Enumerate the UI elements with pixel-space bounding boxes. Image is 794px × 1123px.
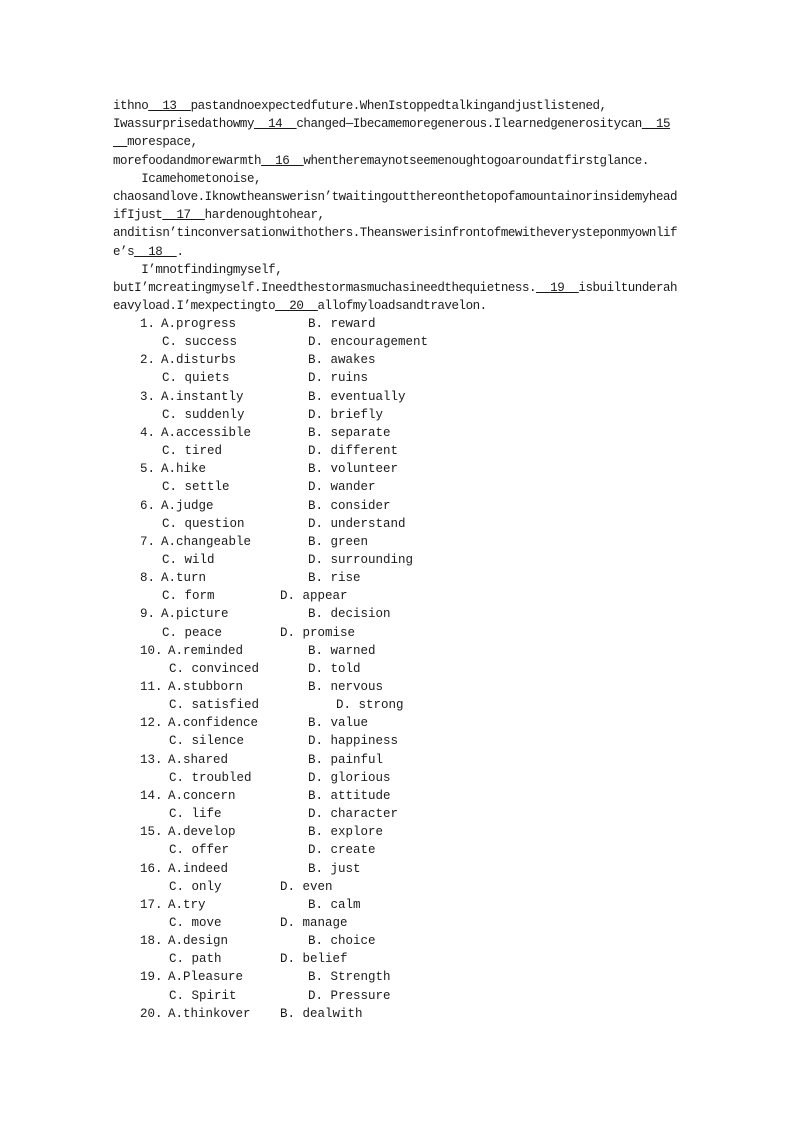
- passage-line: [113, 152, 679, 170]
- option-a[interactable]: A.indeed: [168, 861, 229, 876]
- option-d[interactable]: D. ruins: [308, 371, 369, 386]
- passage-text: pastandnoexpectedfuture.WhenIstoppedtalkingandjustlistened,: [190, 99, 607, 113]
- option-a[interactable]: A.disturbs: [161, 353, 237, 368]
- option-b[interactable]: B. decision: [308, 607, 391, 622]
- question-number: 13.: [140, 752, 163, 767]
- option-d[interactable]: D. told: [308, 661, 361, 676]
- option-d[interactable]: D. manage: [280, 915, 348, 930]
- passage-text: Iwassurprisedathowmy: [113, 117, 255, 132]
- passage-text: isbuiltunderah: [578, 281, 678, 296]
- option-a[interactable]: A.changeable: [161, 534, 252, 549]
- question-number: 1.: [140, 317, 156, 331]
- option-b[interactable]: B. painful: [308, 752, 384, 767]
- option-a[interactable]: A.turn: [161, 571, 207, 586]
- blank-marker: __20__: [275, 299, 318, 314]
- option-d[interactable]: D. briefly: [308, 407, 384, 422]
- question-number: 15.: [140, 825, 163, 840]
- passage-line: [113, 170, 679, 188]
- option-b[interactable]: B. rise: [308, 571, 361, 586]
- option-a[interactable]: A.thinkover: [168, 1006, 251, 1021]
- option-a[interactable]: A.shared: [168, 752, 229, 767]
- question-number: 14.: [140, 788, 163, 803]
- passage-text: allofmyloadsandtravelon.: [317, 299, 487, 314]
- passage-line: [113, 279, 679, 297]
- passage-line: [113, 97, 679, 115]
- question-number: 11.: [140, 680, 163, 694]
- option-b[interactable]: B. reward: [308, 317, 376, 331]
- option-d[interactable]: D. even: [280, 879, 333, 894]
- option-c[interactable]: C. peace: [162, 625, 223, 640]
- passage-text: morespace,: [127, 135, 198, 150]
- option-b[interactable]: B. calm: [308, 897, 361, 912]
- passage-line: [113, 243, 679, 261]
- question-number: 12.: [140, 716, 163, 731]
- option-a[interactable]: A.reminded: [168, 643, 244, 658]
- option-b[interactable]: B. nervous: [308, 680, 384, 694]
- passage-line: [113, 224, 679, 242]
- option-c[interactable]: C. life: [169, 807, 222, 822]
- passage-text: Icamehometonoise,: [113, 171, 262, 186]
- option-d[interactable]: D. understand: [308, 516, 406, 531]
- passage-text: changed—Ibecamemoregenerous.Ilearnedgenerositycan: [296, 117, 642, 132]
- passage-text: butI’mcreatingmyself.Ineedthestormasmuchasineedthequietness.: [113, 281, 537, 296]
- option-c[interactable]: C. settle: [162, 480, 230, 495]
- option-a[interactable]: A.hike: [161, 462, 207, 477]
- question-number: 4.: [140, 425, 156, 440]
- passage-line: [113, 133, 679, 151]
- question-number: 6.: [140, 498, 156, 513]
- option-b[interactable]: B. green: [308, 534, 369, 549]
- option-c[interactable]: C. convinced: [169, 661, 260, 676]
- blank-marker: __19__: [536, 281, 579, 296]
- option-a[interactable]: A.Pleasure: [168, 970, 244, 985]
- passage-text: chaosandlove.Iknowtheanswerisn’twaitingoutthereonthetopofamountainorinsidemyhead: [113, 190, 678, 205]
- option-a[interactable]: A.instantly: [161, 389, 244, 404]
- question-number: 2.: [140, 353, 156, 368]
- option-d[interactable]: D. character: [308, 807, 399, 822]
- passage-line: [113, 206, 679, 224]
- passage-text: morefoodandmorewarmth: [113, 153, 262, 168]
- option-a[interactable]: A.concern: [168, 788, 236, 803]
- option-c[interactable]: C. success: [162, 335, 238, 350]
- option-b[interactable]: B. attitude: [308, 788, 391, 803]
- passage-text: I’mnotfindingmyself,: [113, 262, 283, 277]
- cloze-passage: [113, 97, 679, 315]
- question-number: 10.: [140, 643, 163, 658]
- option-c[interactable]: C. Spirit: [169, 988, 237, 1003]
- passage-line: [113, 188, 679, 206]
- option-b[interactable]: B. value: [308, 716, 369, 731]
- option-b[interactable]: B. warned: [308, 643, 376, 658]
- option-c[interactable]: C. question: [162, 516, 245, 531]
- blank-marker: __: [113, 135, 128, 150]
- option-c[interactable]: C. troubled: [169, 770, 252, 785]
- blank-marker: __15: [641, 117, 671, 132]
- blank-marker: __17__: [162, 208, 205, 223]
- option-c[interactable]: C. path: [169, 952, 222, 967]
- option-a[interactable]: A.confidence: [168, 716, 259, 731]
- option-d[interactable]: D. encouragement: [308, 335, 429, 350]
- passage-line: [113, 261, 679, 279]
- option-d[interactable]: D. surrounding: [308, 552, 414, 567]
- option-a[interactable]: A.try: [168, 897, 206, 912]
- question-number: 9.: [140, 607, 156, 622]
- option-d[interactable]: D. wander: [308, 480, 376, 495]
- question-number: 17.: [140, 897, 163, 912]
- option-b[interactable]: B. eventually: [308, 389, 406, 404]
- blank-marker: __13__: [148, 99, 191, 113]
- passage-text: ithno: [113, 99, 149, 113]
- passage-line: [113, 297, 679, 315]
- option-a[interactable]: A.accessible: [161, 425, 252, 440]
- option-a[interactable]: A.judge: [161, 498, 214, 513]
- question-number: 18.: [140, 934, 163, 949]
- option-a[interactable]: A.develop: [168, 825, 236, 840]
- option-b[interactable]: B. awakes: [308, 353, 376, 368]
- option-a[interactable]: A.picture: [161, 607, 229, 622]
- passage-text: ifIjust: [113, 208, 163, 223]
- option-b[interactable]: B. Strength: [308, 970, 391, 985]
- blank-marker: __18__: [134, 244, 177, 259]
- question-number: 20.: [140, 1006, 163, 1021]
- option-b[interactable]: B. separate: [308, 425, 391, 440]
- question-number: 19.: [140, 970, 163, 985]
- option-a[interactable]: A.design: [168, 934, 229, 949]
- option-b[interactable]: B. choice: [308, 934, 376, 949]
- passage-text: hardenoughtohear,: [204, 208, 325, 223]
- question-number: 8.: [140, 571, 156, 586]
- option-a[interactable]: A.progress: [161, 317, 237, 331]
- option-c[interactable]: C. suddenly: [162, 407, 245, 422]
- option-b[interactable]: B. dealwith: [280, 1006, 363, 1021]
- blank-marker: __14__: [254, 117, 297, 132]
- option-c[interactable]: C. tired: [162, 444, 223, 459]
- option-c[interactable]: C. wild: [162, 552, 215, 567]
- passage-line: [113, 115, 679, 133]
- option-d[interactable]: D. glorious: [308, 770, 391, 785]
- passage-text: whentheremaynotseemenoughtogoaroundatfirstglance.: [303, 153, 649, 168]
- option-d[interactable]: D. create: [308, 843, 376, 858]
- option-c[interactable]: C. offer: [169, 843, 230, 858]
- option-d[interactable]: D. happiness: [308, 734, 399, 749]
- passage-text: anditisn’tinconversationwithothers.Theanswerisinfrontofmewitheverysteponmyownlif: [113, 226, 678, 241]
- option-c[interactable]: C. form: [162, 589, 215, 604]
- option-d[interactable]: D. appear: [280, 589, 348, 604]
- option-b[interactable]: B. explore: [308, 825, 384, 840]
- question-number: 7.: [140, 534, 156, 549]
- option-d[interactable]: D. strong: [336, 698, 404, 713]
- option-c[interactable]: C. satisfied: [169, 698, 260, 713]
- option-c[interactable]: C. quiets: [162, 371, 230, 386]
- question-number: 5.: [140, 462, 156, 477]
- question-number: 3.: [140, 389, 156, 404]
- option-d[interactable]: D. belief: [280, 952, 348, 967]
- passage-text: e’s: [113, 244, 135, 259]
- option-a[interactable]: A.stubborn: [168, 680, 244, 694]
- passage-text: eavyload.I’mexpectingto: [113, 299, 276, 314]
- option-c[interactable]: C. silence: [169, 734, 245, 749]
- question-number: 16.: [140, 861, 163, 876]
- option-d[interactable]: D. Pressure: [308, 988, 391, 1003]
- option-c[interactable]: C. only: [169, 879, 222, 894]
- option-d[interactable]: D. promise: [280, 625, 356, 640]
- passage-text: .: [176, 244, 184, 259]
- option-d[interactable]: D. different: [308, 444, 399, 459]
- blank-marker: __16__: [261, 153, 304, 168]
- option-c[interactable]: C. move: [169, 915, 222, 930]
- option-b[interactable]: B. volunteer: [308, 462, 399, 477]
- option-b[interactable]: B. just: [308, 861, 361, 876]
- option-b[interactable]: B. consider: [308, 498, 391, 513]
